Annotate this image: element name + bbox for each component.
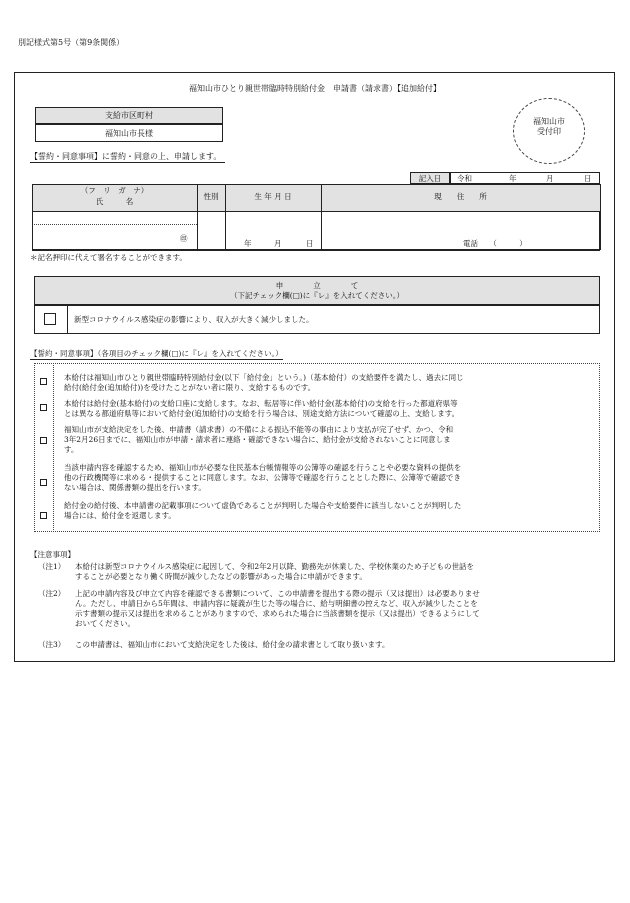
declaration-item: 新型コロナウイルス感染症の影響により、収入が大きく減少しました。 (74, 315, 314, 324)
dob-day: 日 (306, 239, 314, 248)
name-input[interactable] (34, 225, 179, 249)
recipient-header: 支給市区町村 (105, 111, 153, 120)
dob-year: 年 (244, 239, 252, 248)
consent-checkbox[interactable] (40, 404, 47, 411)
phone-label: 電話 （ ） (463, 239, 527, 248)
consent-checkbox[interactable] (40, 479, 47, 486)
address-input[interactable] (322, 212, 599, 236)
note-label: （注2） (38, 589, 66, 598)
declaration-checkbox[interactable] (44, 313, 56, 325)
note-text: 本給付は新型コロナウイルス感染症に起因して、令和2年2月以降、勤務先が休業した、学校休業のため子どもの世話を することが必要となり働く時間が減少したなどの影響があった場合に申請ができます。 (75, 562, 474, 581)
consent-checkbox[interactable] (40, 512, 47, 519)
notes-header: 【注意事項】 (30, 550, 75, 559)
form-title: 福知山市ひとり親世帯臨時特別給付金 申請書（請求書）【追加給付】 (189, 84, 441, 93)
recipient-name: 福知山市長様 (105, 129, 153, 138)
gender-input[interactable] (198, 212, 224, 249)
consent-item: 本給付は給付金(基本給付)の支給口座に支給します。なお、転居等に伴い給付金(基本給付)の支給を行った都道府県等 とは異なる都道府県等において給付金(追加給付)の支給を行う場合は、別途支給方法について確認の上、支給します。 (64, 399, 460, 418)
note-label: （注3） (38, 640, 66, 649)
consent-intro: 【誓約・同意事項】に誓約・同意の上、申請します。 (30, 152, 225, 163)
recipient-name-cell (35, 124, 223, 142)
entry-date-day: 日 (584, 174, 592, 183)
consent-item: 給付金の給付後、本申請書の記載事項について虚偽であることが判明した場合や支給要件に該当しないことが判明した 場合には、給付金を返還します。 (64, 501, 462, 520)
reception-stamp-circle (513, 98, 585, 164)
dob-month: 月 (274, 239, 282, 248)
form-id: 別記様式第5号（第9条関係） (18, 38, 125, 47)
entry-date-era: 令和 (457, 174, 472, 183)
furigana-label: （フ リ ガ ナ） (80, 186, 149, 195)
stamp-line1: 福知山市 (533, 117, 565, 126)
furigana-input[interactable] (34, 212, 195, 223)
note-label: （注1） (38, 562, 66, 571)
entry-date-month: 月 (546, 174, 554, 183)
name-label: 氏 名 (95, 197, 134, 206)
consent-item: 本給付は福知山市ひとり親世帯臨時特別給付金(以下「給付金」という。)（基本給付）の支給要件を満たし、過去に同じ 給付(給付金(追加給付))を受けたことがない者に限り、支給するものです。 (64, 373, 464, 392)
gender-label: 性別 (203, 192, 219, 201)
stamp-line2: 受付印 (537, 127, 561, 136)
declaration-header1: 申 立 て (275, 281, 359, 290)
consent-item: 当該申請内容を確認するため、福知山市が必要な住民基本台帳情報等の公簿等の確認を行うことや必要な資料の提供を 他の行政機関等に求める・提供することに同意します。なお、公簿等で確認を行うこととした際に、公簿等で確認でき ない場合は、関係書類の提出を行います。 (64, 463, 462, 492)
signature-note: ＊記名押印に代えて署名することができます。 (30, 253, 187, 262)
consent-item: 福知山市が支給決定をした後、申請書（請求書）の不備による振込不能等の事由により支払が完了せず、かつ、令和 3年2月26日までに、福知山市が申請・請求者に連絡・確認できない場合に、給付金が支給されないことに同意しま す。 (64, 425, 454, 454)
recipient-header-cell (35, 107, 223, 124)
note-text: この申請書は、福知山市において支給決定をした後は、給付金の請求書として取り扱います。 (75, 640, 390, 649)
entry-date-field[interactable] (450, 172, 600, 184)
seal-mark: ㊞ (180, 234, 188, 243)
declaration-header2: （下記チェック欄(□)に『レ』を入れてください。） (230, 291, 404, 300)
address-label: 現 住 所 (434, 192, 487, 201)
consent-header: 【誓約・同意事項】（各項目のチェック欄(□)に『レ』を入れてください。） (30, 349, 283, 358)
entry-date-label-cell (410, 172, 450, 184)
entry-date-year: 年 (509, 174, 517, 183)
entry-date-label: 記入日 (418, 174, 442, 183)
note-text: 上記の申請内容及び申立て内容を確認できる書類について、この申請書を提出する際の提示（又は提出）は必要ありませ ん。ただし、申請日から5年間は、申請内容に疑義が生じた等の場合に、給与明細書の控えなど、収入が減少したことを 示す書類の提示又は提出を求めることがありますので、求められた場合に当該書類を提示（又は提出）できるようにして おいてください。 (75, 589, 480, 628)
consent-checkbox[interactable] (40, 378, 47, 385)
declaration-header (34, 276, 600, 305)
dob-label: 生 年 月 日 (254, 192, 292, 201)
consent-checkbox[interactable] (40, 437, 47, 444)
